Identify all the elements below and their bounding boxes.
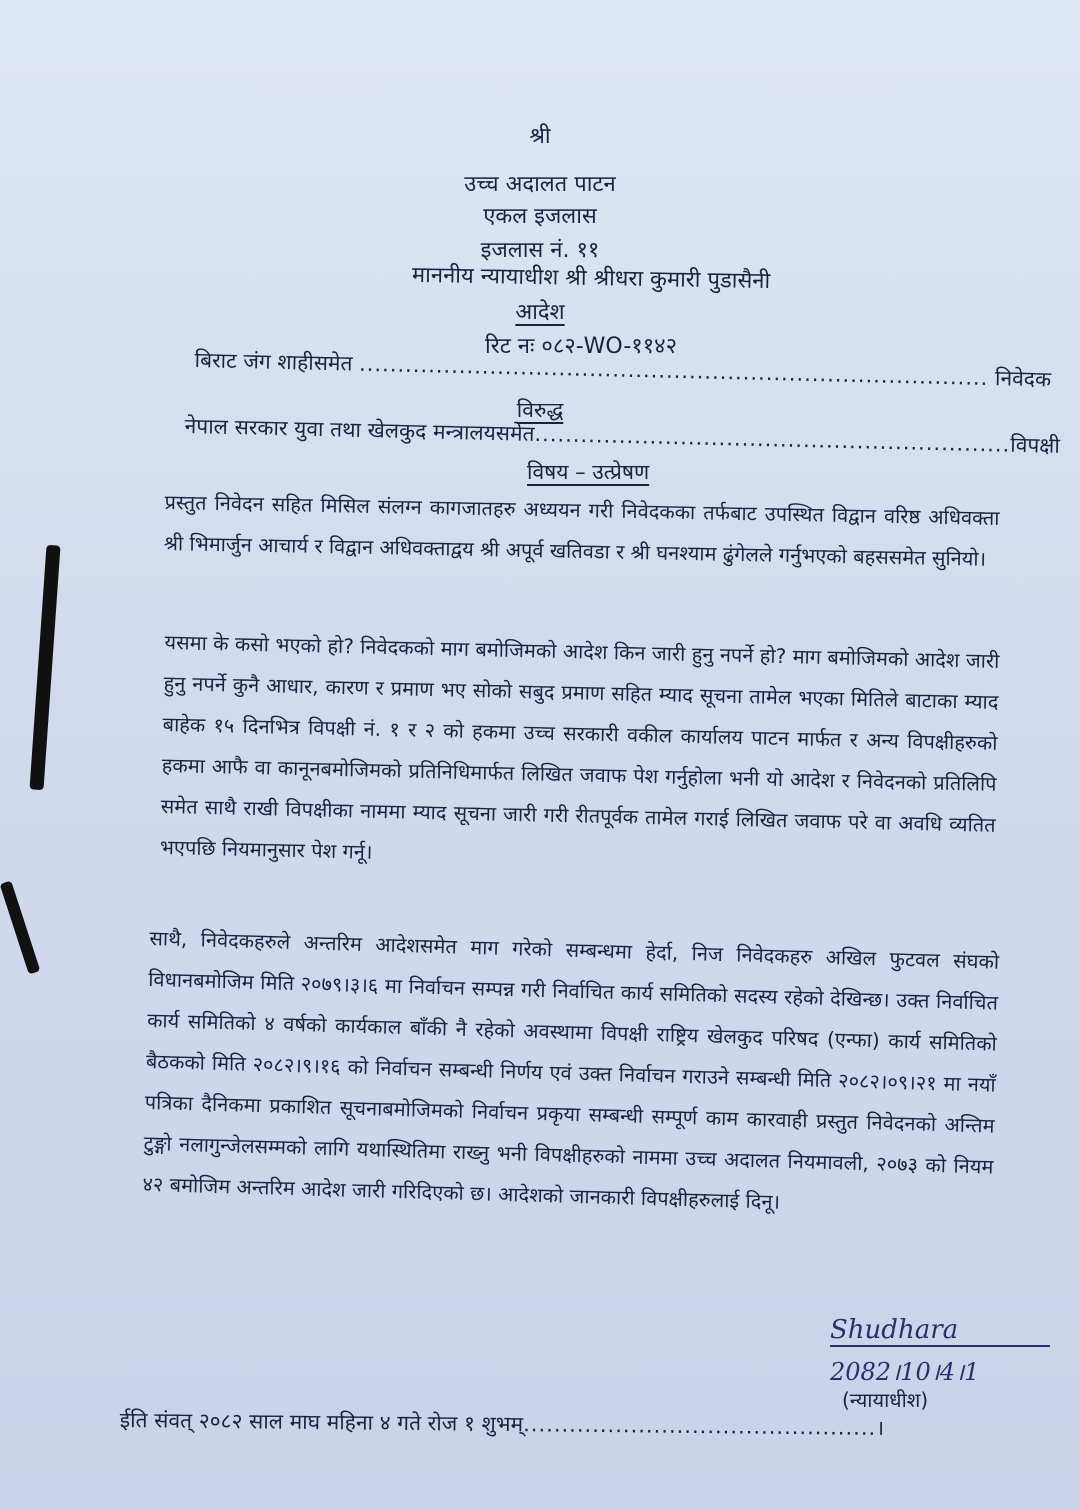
closing-line (120, 1406, 886, 1442)
court-name: उच्च अदालत पाटन (464, 172, 616, 197)
petitioner-label: निवेदक (994, 366, 1052, 392)
respondent-label: विपक्षी (1010, 432, 1061, 458)
dot-leader-2: .............................................................. (534, 421, 1011, 457)
signature-date: 2082।10।4।1 (830, 1358, 980, 1386)
pen-mark-2 (0, 880, 40, 974)
closing-dots: ..............................................। (523, 1412, 886, 1441)
paragraph-1: प्रस्तुत निवेदन सहित मिसिल संलग्न कागजातहरु अध्ययन गरी निवेदकका तर्फबाट उपस्थित विद्वान वरिष्ठ अधिवक्ता श्री भिमार्जुन आचार्य र विद्वान अधिवक्ताद्वय श्री अपूर्व खतिवडा र श्री घनश्याम ढुंगेलले गर्नुभएको बहससमेत सुनियो। (163, 489, 1000, 571)
paragraph-3: साथै, निवेदकहरुले अन्तरिम आदेशसमेत माग गरेको सम्बन्धमा हेर्दा, निज निवेदकहरु अखिल फुटवल संघको विधानबमोजिम मिति २०७९।३।६ मा निर्वाचन सम्पन्न गरी निर्वाचित कार्य समितिको सदस्य रहेको देखिन्छ। उक्त निर्वाचित कार्य समितिको ४ वर्षको कार्यकाल बाँकी नै रहेको अवस्थामा विपक्षी राष्ट्रिय खेलकुद परिषद (एन्फा) कार्य समितिको बैठकको मिति २०८२।९।१६ को निर्वाचन सम्बन्धी निर्णय एवं उक्त निर्वाचन गराउने सम्बन्धी मिति २०८२।०९।२१ मा नयाँ पत्रिका दैनिकमा प्रकाशित सूचनाबमोजिमको निर्वाचन प्रकृया सम्बन्धी सम्पूर्ण काम कारवाही प्रस्तुत निवेदनको अन्तिम टुङ्गो नलागुन्जेलसम्मको लागि यथास्थितिमा राख्नु भनी विपक्षीहरुको नाममा उच्च अदालत नियमावली, २०७३ को नियम ४२ बमोजिम अन्तरिम आदेश जारी गरिदिएको छ। आदेशको जानकारी विपक्षीहरुलाई दिनू। (142, 925, 1000, 1214)
closing-text: ईति संवत् २०८२ साल माघ महिना ४ गते रोज १ शुभम् (119, 1407, 524, 1437)
header-shree: श्री (529, 124, 551, 149)
writ-number: रिट नः ०८२-WO-११४२ (485, 334, 678, 359)
petitioner-name: बिराट जंग शाहीसमेत (194, 347, 353, 376)
dot-leader: .................................................................................. (358, 351, 989, 391)
judge-name: माननीय न्यायाधीश श्री श्रीधरा कुमारी पुडासैनी (411, 262, 771, 295)
paragraph-2: यसमा के कसो भएको हो? निवेदकको माग बमोजिमको आदेश किन जारी हुनु नपर्ने हो? माग बमोजिमको आदेश जारी हुनु नपर्ने कुनै आधार, कारण र प्रमाण भए सोको सबुद प्रमाण सहित म्याद सूचना तामेल भएका मितिले बाटाका म्याद बाहेक १५ दिनभित्र विपक्षी नं. १ र २ को हकमा उच्च सरकारी वकील कार्यालय पाटन मार्फत र अन्य विपक्षीहरुको हकमा आफै वा कानूनबमोजिमको प्रतिनिधिमार्फत लिखित जवाफ पेश गर्नुहोला भनी यो आदेश र निवेदनको प्रतिलिपि समेत साथै राखी विपक्षीका नाममा म्याद सूचना जारी गरी रीतपूर्वक तामेल गराई लिखित जवाफ परे वा अवधि व्यतित भएपछि नियमानुसार पेश गर्नू। (159, 629, 1000, 864)
signature-scrawl: Shudhara (830, 1315, 1050, 1347)
subject-line: विषय – उत्प्रेषण (527, 460, 650, 484)
judge-title: (न्यायाधीश) (842, 1388, 929, 1412)
bench-type: एकल इजलास (483, 204, 597, 229)
respondent-name: नेपाल सरकार युवा तथा खेलकुद मन्त्रालयसमेत (184, 413, 535, 446)
bench-number: इजलास नं. ११ (480, 238, 600, 263)
versus-label: विरुद्ध (516, 398, 564, 422)
judge-signature (830, 1315, 1050, 1388)
order-heading: आदेश (515, 300, 565, 325)
pen-mark-1 (29, 545, 60, 790)
